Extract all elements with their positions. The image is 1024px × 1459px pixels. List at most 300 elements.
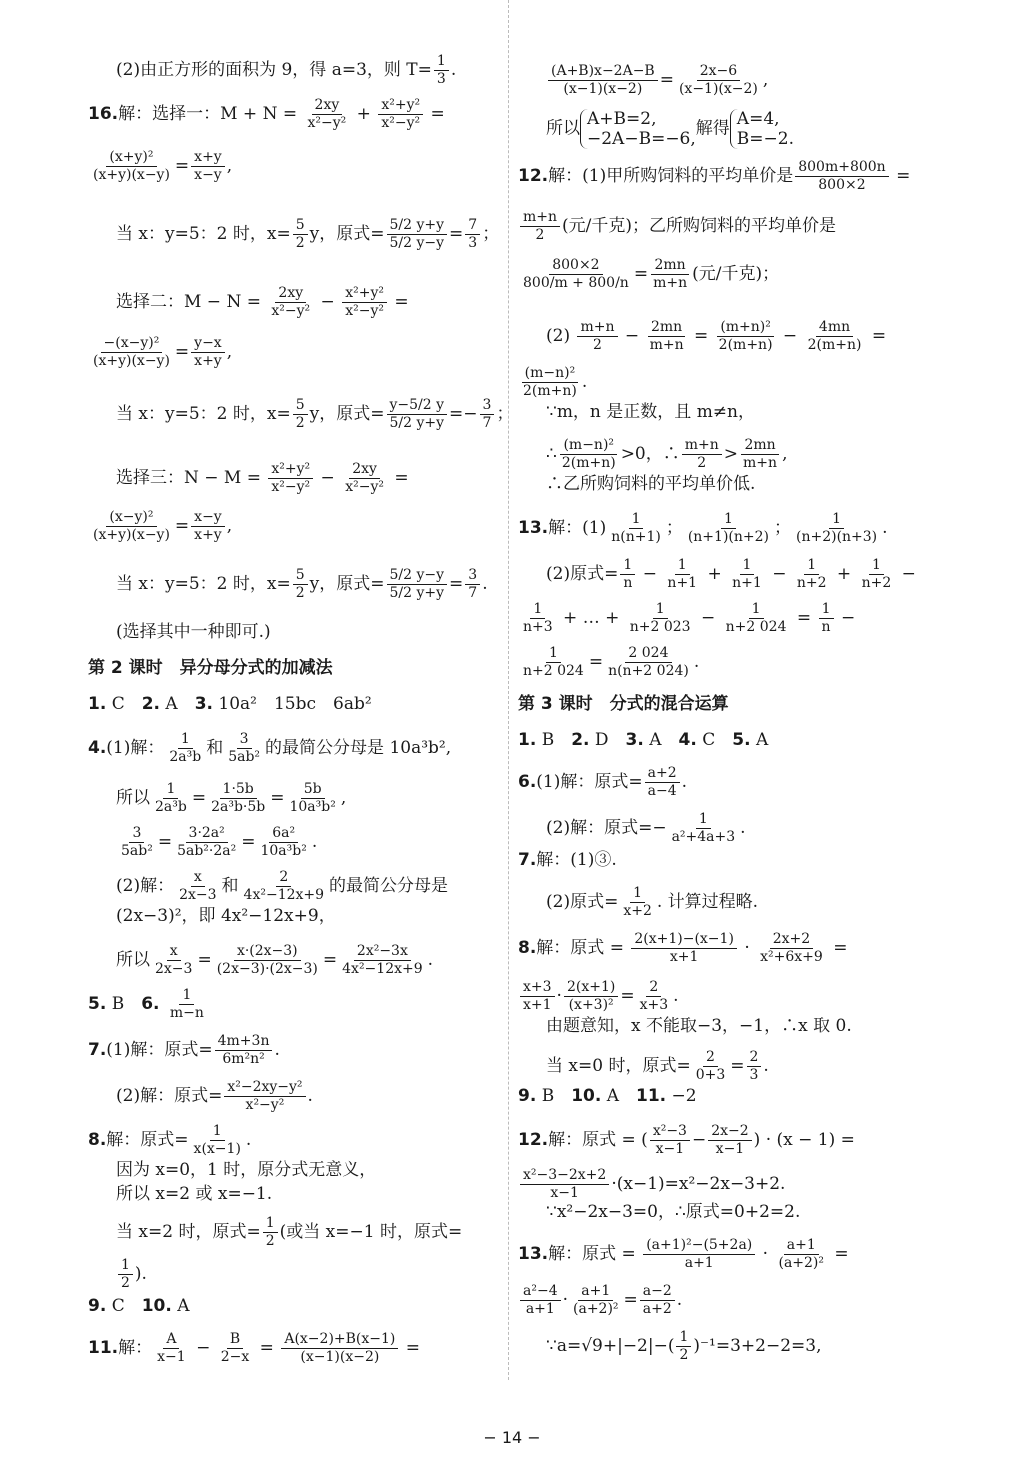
- solution-line: [518, 1167, 785, 1202]
- fraction: [257, 825, 309, 860]
- denominator: n+2 024: [523, 663, 584, 679]
- denominator: 6m²n²: [222, 1051, 265, 1067]
- fraction: [564, 979, 618, 1014]
- numerator: 2: [276, 869, 291, 887]
- fraction: [859, 557, 895, 592]
- solution-line: [88, 825, 317, 860]
- problem-number: 13.: [518, 1244, 549, 1264]
- answer-number: 11.: [636, 1086, 667, 1106]
- denominator: x+1: [669, 949, 699, 965]
- denominator: 2(m+n): [718, 337, 773, 353]
- denominator: 4x²−12x+9: [342, 961, 423, 977]
- denominator: 2(m+n): [523, 383, 577, 399]
- math-text: ,: [340, 788, 347, 808]
- denominator: 2a³b: [155, 799, 187, 815]
- math-text: ∵m，n 是正数，且 m≠n，: [546, 402, 756, 422]
- denominator: (x+y)(x−y): [93, 353, 170, 369]
- math-text: ∴: [546, 444, 557, 464]
- fraction: [293, 567, 308, 602]
- answer-number: 9.: [518, 1086, 537, 1106]
- math-text: (1)解：: [106, 738, 165, 758]
- denominator: n+1: [732, 575, 762, 591]
- problem-number: 6.: [518, 772, 537, 792]
- numerator: 4mn: [816, 319, 853, 337]
- fraction: [387, 397, 448, 432]
- denominator: x+y: [194, 353, 222, 369]
- numerator: 5: [293, 217, 308, 235]
- denominator: 0+3: [695, 1067, 726, 1083]
- math-text: =: [449, 224, 464, 244]
- solution-line: [518, 1049, 769, 1084]
- denominator: x²−y²: [245, 1097, 285, 1113]
- numerator: 5/2 y−y: [387, 567, 448, 585]
- denominator: 800×2: [818, 177, 866, 193]
- numerator: 800×2: [549, 257, 602, 275]
- math-text: (2): [546, 326, 576, 346]
- math-text: ·: [556, 986, 562, 1006]
- answer-number: 4.: [678, 730, 697, 750]
- math-text: −: [766, 564, 792, 584]
- math-text: ；: [496, 404, 514, 424]
- problem-number: 8.: [88, 1130, 107, 1150]
- fraction: [268, 285, 313, 320]
- solution-line: [518, 1329, 821, 1364]
- math-text: (2)解：原式=−: [546, 818, 667, 838]
- fraction: [465, 217, 480, 252]
- equation-row: −2A−B=−6,: [587, 129, 696, 149]
- fraction: [90, 509, 173, 544]
- numerator: 1: [819, 601, 834, 619]
- solution-line: [518, 811, 746, 846]
- denominator: x−1: [655, 1141, 685, 1157]
- numerator: 1: [829, 511, 844, 529]
- denominator: 7: [482, 415, 492, 431]
- math-text: 所以 x=2 或 x=−1.: [116, 1184, 273, 1204]
- math-text: 选择二：M − N =: [116, 292, 267, 312]
- numerator: 1: [630, 885, 645, 903]
- math-text: −: [835, 608, 856, 628]
- numerator: 2(x+1)−(x−1): [631, 931, 737, 949]
- denominator: x²−y²: [271, 303, 311, 319]
- fraction: [676, 1329, 691, 1364]
- math-text: 因为 x=0，1 时，原分式无意义，: [116, 1160, 377, 1180]
- numerator: 3: [465, 567, 480, 585]
- math-text: =: [890, 166, 911, 186]
- solution-line: [88, 217, 499, 252]
- denominator: 5ab²: [228, 749, 261, 765]
- numerator: 2x+2: [770, 931, 813, 949]
- denominator: 3: [436, 71, 446, 87]
- denominator: 10a³b²: [289, 799, 336, 815]
- fraction: [664, 557, 700, 592]
- math-text: y，原式=: [309, 404, 385, 424]
- fraction: [676, 63, 761, 98]
- math-text: −: [691, 1130, 707, 1150]
- solution-line: [88, 987, 209, 1022]
- math-text: −: [315, 468, 341, 488]
- math-text: D: [589, 730, 626, 750]
- fraction: [805, 319, 865, 354]
- fraction: [747, 1049, 762, 1084]
- fraction: [465, 567, 480, 602]
- solution-line: [88, 905, 336, 927]
- fraction: [520, 257, 632, 292]
- fraction: [293, 217, 308, 252]
- denominator: x²−y²: [345, 479, 384, 495]
- math-text: 解：(1)甲所购饲料的平均单价是: [548, 166, 794, 186]
- solution-line: [88, 1159, 376, 1181]
- denominator: n(n+1): [611, 529, 661, 545]
- fraction: [520, 979, 555, 1014]
- denominator: n+2 023: [629, 619, 691, 635]
- numerator: 1: [804, 557, 819, 575]
- fraction: [281, 1331, 398, 1366]
- denominator: 10a³b²: [260, 843, 307, 859]
- math-text: A: [750, 730, 769, 750]
- math-text: =: [730, 1056, 745, 1076]
- numerator: a+1: [578, 1283, 613, 1301]
- math-text: + … +: [557, 608, 625, 628]
- math-text: A: [643, 730, 679, 750]
- solution-line: [88, 461, 409, 496]
- math-text: .: [245, 1130, 252, 1150]
- math-text: 解：(1): [548, 518, 607, 538]
- fraction: [387, 567, 448, 602]
- denominator: 2a³b: [169, 749, 202, 765]
- math-text: ∵x²−2x−3=0，∴原式=0+2=2.: [546, 1202, 801, 1222]
- math-text: =: [659, 70, 674, 90]
- section-title: [88, 657, 333, 679]
- numerator: 1: [629, 511, 644, 529]
- denominator: 2x−3: [155, 961, 193, 977]
- numerator: 5/2 y+y: [387, 217, 448, 235]
- math-text: =: [400, 1338, 421, 1358]
- fraction: [167, 987, 207, 1022]
- denominator: (n+1)(n+2): [687, 529, 769, 545]
- fraction: [620, 557, 635, 592]
- numerator: a+1: [784, 1237, 819, 1255]
- math-text: 的最简公分母是: [329, 876, 449, 896]
- numerator: 1: [163, 781, 178, 799]
- numerator: 1: [179, 987, 194, 1005]
- math-text: ,: [226, 156, 233, 176]
- math-text: =: [388, 292, 409, 312]
- solution-line: [88, 285, 409, 320]
- fraction: [339, 943, 426, 978]
- fraction: [218, 1331, 253, 1366]
- section-title: [518, 693, 729, 715]
- solution-line: [88, 1257, 147, 1292]
- math-text: (1)解：原式=: [106, 1040, 213, 1060]
- problem-number: 7.: [88, 1040, 107, 1060]
- numerator: 1: [676, 1329, 691, 1347]
- numerator: 1: [749, 601, 764, 619]
- problem-number: 7.: [518, 850, 537, 870]
- denominator: (x−1)(x−2): [678, 81, 758, 97]
- numerator: 2: [747, 1049, 762, 1067]
- numerator: (m−n)²: [522, 365, 579, 383]
- solution-line: [518, 979, 679, 1014]
- denominator: 2(m+n): [561, 455, 616, 471]
- math-text: .: [274, 1040, 280, 1060]
- solution-line: [88, 869, 448, 904]
- math-text: .: [676, 1290, 683, 1310]
- denominator: (x−1)(x−2): [563, 81, 643, 97]
- denominator: 3: [749, 1067, 759, 1083]
- denominator: m−n: [169, 1005, 204, 1021]
- section-title-text: 第 2 课时 异分母分式的加减法: [88, 658, 333, 678]
- math-text: =: [688, 326, 714, 346]
- math-text: .: [763, 1056, 769, 1076]
- math-text: .: [740, 818, 746, 838]
- math-text: (2)由正方形的面积为 9，得 a=3，则 T=: [116, 60, 432, 80]
- solution-line: [518, 729, 768, 751]
- denominator: 7: [468, 585, 478, 601]
- problem-number: 8.: [518, 938, 537, 958]
- fraction: [631, 931, 737, 966]
- denominator: 2: [265, 1233, 275, 1249]
- math-text: >: [723, 444, 739, 464]
- fraction: [559, 437, 619, 472]
- fraction: [577, 319, 617, 354]
- math-text: −: [619, 326, 645, 346]
- numerator: 1: [210, 1123, 225, 1141]
- denominator: 800/m + 800/n: [523, 275, 629, 291]
- denominator: m+n: [653, 275, 688, 291]
- numerator: B: [227, 1331, 243, 1349]
- fraction: [225, 731, 263, 766]
- math-text: +: [831, 564, 857, 584]
- numerator: 1·5b: [220, 781, 257, 799]
- math-text: ,: [782, 444, 788, 464]
- fraction: [191, 335, 225, 370]
- numerator: 1: [675, 557, 690, 575]
- denominator: 5ab²·2a²: [177, 843, 237, 859]
- answer-number: 5.: [732, 730, 751, 750]
- denominator: m+n: [743, 455, 778, 471]
- fraction: [740, 437, 780, 472]
- numerator: x: [167, 943, 181, 961]
- math-text: B: [106, 994, 142, 1014]
- fraction: [224, 1079, 305, 1114]
- math-text: 的最简公分母是 10a³b²,: [265, 738, 452, 758]
- solution-line: [518, 885, 758, 920]
- math-text: .: [427, 950, 434, 970]
- fraction: [795, 159, 888, 194]
- numerator: 2: [703, 1049, 718, 1067]
- fraction: [794, 557, 830, 592]
- solution-line: [88, 1079, 313, 1114]
- numerator: 1: [546, 645, 561, 663]
- numerator: 2xy: [349, 461, 380, 479]
- solution-line: [518, 63, 768, 98]
- answer-number: 3.: [194, 694, 213, 714]
- fraction: [342, 461, 387, 496]
- numerator: 2x²−3x: [354, 943, 411, 961]
- fraction: [548, 63, 658, 98]
- numerator: x·(2x−3): [234, 943, 301, 961]
- numerator: x²−3−2x+2: [520, 1167, 609, 1185]
- numerator: 1: [434, 53, 449, 71]
- fraction: [793, 511, 880, 546]
- numerator: (x−y)²: [106, 509, 156, 527]
- fraction: [708, 1123, 751, 1158]
- solution-line: [518, 365, 587, 400]
- denominator: n(n+2 024): [608, 663, 689, 679]
- denominator: n+2 024: [725, 619, 787, 635]
- fraction: [286, 781, 338, 816]
- solution-line: [518, 849, 617, 871]
- math-text: =: [174, 516, 190, 536]
- solution-line: [88, 567, 488, 602]
- numerator: 2x−2: [708, 1123, 751, 1141]
- denominator: 4x²−12x+9: [243, 887, 325, 903]
- fraction: [208, 781, 268, 816]
- math-text: =: [254, 1338, 280, 1358]
- fraction: [305, 97, 350, 132]
- fraction: [263, 1215, 278, 1250]
- fraction: [214, 943, 321, 978]
- fraction: [647, 319, 687, 354]
- math-text: =: [197, 950, 212, 970]
- solution-line: [88, 509, 232, 544]
- denominator: 5ab²: [121, 843, 153, 859]
- fraction: [605, 645, 692, 680]
- math-text: 解：原式 =: [548, 1244, 642, 1264]
- numerator: 2xy: [312, 97, 343, 115]
- answer-number: 2.: [571, 730, 590, 750]
- math-text: (选择其中一种即可.): [116, 622, 271, 642]
- denominator: 2: [121, 1275, 130, 1291]
- fraction: [685, 511, 772, 546]
- math-text: (2x−3)²，即 4x²−12x+9，: [116, 906, 336, 926]
- math-text: ；: [665, 518, 683, 538]
- denominator: 2a³b·5b: [211, 799, 266, 815]
- problem-number: 13.: [518, 518, 549, 538]
- numerator: x²+y²: [378, 97, 423, 115]
- answer-number: 10.: [571, 1086, 602, 1106]
- fraction: [729, 557, 765, 592]
- numerator: (x+y)²: [106, 149, 156, 167]
- solution-line: [88, 693, 372, 715]
- math-text: ).: [134, 1264, 147, 1284]
- numerator: y−x: [191, 335, 225, 353]
- solution-line: [88, 943, 433, 978]
- numerator: 2xy: [275, 285, 306, 303]
- numerator: 6a²: [269, 825, 298, 843]
- math-text: C: [106, 694, 142, 714]
- denominator: n: [623, 575, 633, 591]
- solution-line: [518, 1085, 697, 1107]
- math-text: +: [351, 104, 377, 124]
- math-text: =: [191, 788, 207, 808]
- math-text: ·(x−1)=x²−2x−3+2.: [611, 1174, 786, 1194]
- fraction: [650, 1123, 690, 1158]
- fraction: [570, 1283, 622, 1318]
- solution-line: [518, 1201, 800, 1223]
- denominator: a−4: [647, 783, 677, 799]
- math-text: B: [536, 1086, 572, 1106]
- solution-line: [518, 257, 779, 292]
- denominator: x+3: [639, 997, 669, 1013]
- fraction: [608, 511, 664, 546]
- numerator: −(x−y)²: [101, 335, 163, 353]
- fraction: [387, 217, 448, 252]
- math-text: =: [633, 264, 649, 284]
- answer-number: 6.: [141, 994, 160, 1014]
- denominator: 2: [679, 1347, 689, 1363]
- fraction: [174, 825, 239, 860]
- numerator: A: [163, 1331, 179, 1349]
- numerator: x²+y²: [342, 285, 387, 303]
- fraction: [669, 811, 739, 846]
- fraction: [166, 731, 204, 766]
- denominator: x−1: [715, 1141, 745, 1157]
- numerator: 2mn: [648, 319, 685, 337]
- fraction: [627, 601, 694, 636]
- denominator: 2: [295, 235, 305, 251]
- fraction: [620, 885, 655, 920]
- math-text: (2)解：: [116, 876, 175, 896]
- solution-line: [88, 397, 513, 432]
- math-text: .: [307, 1086, 313, 1106]
- math-text: =: [791, 608, 817, 628]
- solution-line: [88, 781, 346, 816]
- denominator: (n+2)(n+3): [795, 529, 878, 545]
- math-text: −: [637, 564, 663, 584]
- denominator: 5/2 y−y: [389, 235, 445, 251]
- math-text: ·: [562, 1290, 569, 1310]
- math-text: =: [449, 574, 464, 594]
- math-text: =: [588, 652, 604, 672]
- fraction: [819, 601, 834, 636]
- numerator: 5: [293, 397, 308, 415]
- math-text: B: [536, 730, 572, 750]
- denominator: n+2: [796, 575, 827, 591]
- numerator: 2mn: [741, 437, 778, 455]
- answer-number: 5.: [88, 994, 107, 1014]
- math-text: .: [673, 986, 679, 1006]
- solution-line: [518, 401, 755, 423]
- math-text: 当 x=2 时，原式=: [116, 1222, 261, 1242]
- math-text: ∴乙所购饲料的平均单价低.: [546, 474, 756, 494]
- math-text: 解：: [118, 1338, 153, 1358]
- fraction: [152, 781, 190, 816]
- section-title-text: 第 3 课时 分式的混合运算: [518, 694, 729, 714]
- numerator: a+2: [645, 765, 680, 783]
- solution-line: [518, 209, 836, 244]
- math-text: [160, 994, 165, 1014]
- problem-number: 16.: [88, 104, 119, 124]
- math-text: 当 x=0 时，原式=: [546, 1056, 691, 1076]
- fraction: [268, 461, 313, 496]
- numerator: x+y: [191, 149, 225, 167]
- math-text: 解：(1)③.: [536, 850, 617, 870]
- fraction: [520, 1283, 561, 1318]
- solution-line: [518, 931, 847, 966]
- solution-line: [88, 1033, 280, 1068]
- numerator: 800m+800n: [795, 159, 888, 177]
- math-text: ；: [773, 518, 791, 538]
- equation-row: B=−2.: [736, 129, 794, 149]
- math-text: A: [601, 1086, 637, 1106]
- fraction: [757, 931, 826, 966]
- fraction: [520, 365, 580, 400]
- numerator: m+n: [520, 209, 560, 227]
- denominator: (a+2)²: [573, 1301, 619, 1317]
- math-text: −: [190, 1338, 216, 1358]
- numerator: 2(x+1): [564, 979, 618, 997]
